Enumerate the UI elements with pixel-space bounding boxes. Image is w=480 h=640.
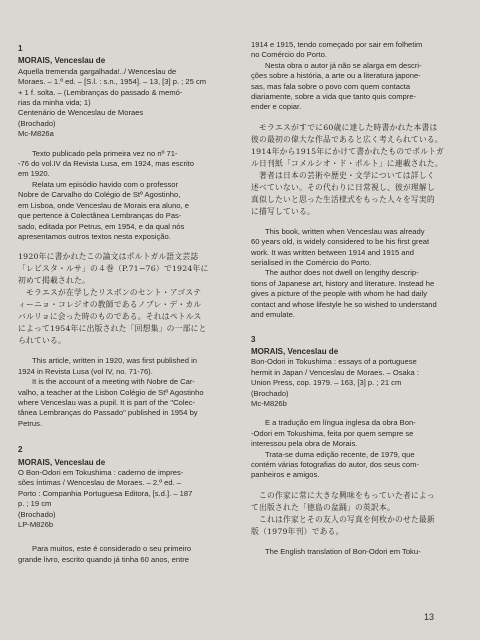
jp-line: 1920年に書かれたこの論文はポルトガル語文芸誌 bbox=[18, 252, 199, 262]
pt-line: -Odori em Tokushima, feita por quem sempre se bbox=[251, 428, 414, 438]
entry-2-portuguese-continued bbox=[251, 40, 465, 113]
en-line: gives a picture of the people with whom he had daily bbox=[251, 289, 428, 299]
en-line: This article, written in 1920, was first published in bbox=[32, 356, 198, 366]
entry-1-author: MORAIS, Venceslau de bbox=[18, 56, 106, 66]
pt-line: -76 do vol.IV da Revista Lusa, em 1924, mas escrito bbox=[18, 159, 195, 169]
pt-line: Texto publicado pela primeira vez no nº 71- bbox=[32, 148, 178, 158]
jp-line: 「レビスタ・ルサ」の４巻（P.71−76）で1924年に bbox=[18, 264, 209, 274]
entry-3-japanese-text bbox=[251, 490, 465, 538]
entry-3-biblio-line: Mc-M826b bbox=[251, 398, 287, 408]
en-line: tânea Lembranças do Passado" published in 1954 by bbox=[18, 408, 198, 418]
en-line: serialised in the Comércio do Porto. bbox=[251, 258, 372, 268]
jp-line: 初めて掲載された。 bbox=[18, 276, 90, 286]
pt-line: em Lisboa, onde Venceslau de Morais era aluno, e bbox=[18, 200, 189, 210]
pt-line: 1914 e 1915, tendo começado por sair em folhetim bbox=[251, 40, 423, 49]
entry-2-author: MORAIS, Venceslau de bbox=[18, 457, 106, 467]
jp-line: 著者は日本の芸術や歴史・文学については詳しく bbox=[251, 170, 435, 180]
pt-line: Nobre de Carvalho do Colégio de Stº Agostinho, bbox=[18, 190, 181, 200]
jp-line: によって1954年に出版された「回想集」の一部にと bbox=[18, 324, 207, 334]
entry-3-portuguese-text bbox=[251, 418, 465, 480]
entry-2-bibliographic-record bbox=[18, 468, 234, 530]
pt-line: sas, mas fala sobre o povo com quem contacta bbox=[251, 81, 411, 91]
pt-line: panheiros e amigos. bbox=[251, 470, 320, 480]
entry-3-author: MORAIS, Venceslau de bbox=[251, 346, 339, 356]
en-line: tions of Japanese art, history and literature. Instead he bbox=[251, 278, 435, 288]
jp-line: ィーニョ・コレジオの教師であるノブレ・デ・カル bbox=[18, 300, 202, 310]
pt-line: que pertence à Colectânea Lembranças do Pas- bbox=[18, 211, 182, 221]
pt-line: no Comércio do Porto. bbox=[251, 50, 327, 60]
entry-3-biblio-line: (Brochado) bbox=[251, 388, 289, 398]
entry-3-english-text bbox=[251, 547, 465, 557]
entry-1-portuguese-text bbox=[18, 149, 234, 243]
pt-line: Relata um episódio havido com o professor bbox=[32, 179, 179, 189]
right-column bbox=[251, 40, 465, 557]
pt-line: em 1920. bbox=[18, 169, 50, 179]
jp-line: 1914年から1915年にかけて書かれたものでポルトガ bbox=[251, 146, 444, 156]
jp-line: この作家に常に大きな興味をもっていた者によっ bbox=[251, 490, 435, 500]
entry-1-japanese-text bbox=[18, 251, 234, 347]
jp-line: 版（1979年刊）である。 bbox=[251, 526, 344, 536]
jp-line: モラエスが在学したリスボンのセント・アゴステ bbox=[18, 288, 202, 298]
entry-1-biblio-line: Aquella tremenda gargalhada!../ Wenceslau de bbox=[18, 66, 177, 76]
entry-1-biblio-line: (Brochado) bbox=[18, 118, 56, 128]
entry-1-number: 1 bbox=[18, 44, 23, 53]
en-line: Petrus. bbox=[18, 418, 43, 428]
jp-line: に描写している。 bbox=[251, 206, 315, 216]
entry-1-biblio-line: Mc-M826a bbox=[18, 129, 54, 139]
en-line: valho, a teacher at the Lisbon Colégio de Stº Agostinho bbox=[18, 387, 204, 397]
entry-2-biblio-line: (Brochado) bbox=[18, 509, 56, 519]
entry-2-biblio-line: LP-M826b bbox=[18, 520, 54, 529]
jp-line: バルリョに会った時のものである。それはペトルス bbox=[18, 312, 202, 322]
entry-3-biblio-line: Union Press, cop. 1979. – 163, [3] p. ; 21 cm bbox=[251, 378, 402, 388]
entry-2-portuguese-text bbox=[18, 544, 234, 565]
pt-line: Trata-se duma edição recente, de 1979, que bbox=[265, 449, 415, 459]
entry-2-number: 2 bbox=[18, 445, 23, 455]
entry-2-biblio-line: Porto : Companhia Portuguesa Editora, [s.d.]. – 187 bbox=[18, 488, 193, 498]
pt-line: Nesta obra o autor já não se alarga em descri- bbox=[265, 60, 422, 70]
entry-2-japanese-text bbox=[251, 122, 465, 218]
jp-line: これは作家とその友人の写真を何枚かのせた最新 bbox=[251, 514, 435, 524]
pt-line: sado, editada por Petrus, em 1954, e da qual nós bbox=[18, 221, 185, 231]
pt-line: ender e copiar. bbox=[251, 102, 302, 112]
entry-1-biblio-line: rias da minha vida; 1) bbox=[18, 98, 91, 108]
en-line: where Venceslau was a pupil. It is part of the "Colec- bbox=[18, 397, 196, 407]
en-line: It is the account of a meeting with Nobre de Car- bbox=[32, 377, 195, 387]
entry-2-english-text bbox=[251, 227, 465, 321]
en-line: The author does not dwell on lengthy descrip- bbox=[265, 268, 419, 278]
entry-3-bibliographic-record bbox=[251, 357, 465, 409]
entry-1-bibliographic-record bbox=[18, 67, 234, 140]
jp-line: られている。 bbox=[18, 336, 66, 346]
entry-1-english-text bbox=[18, 356, 234, 429]
pt-line: ções sobre a história, a arte ou a literatura japone- bbox=[251, 71, 421, 81]
page-number: 13 bbox=[424, 612, 435, 622]
pt-line: contém várias fotografias do autor, dos seus com- bbox=[251, 459, 419, 469]
entry-3-biblio-line: Bon-Odori in Tokushima : essays of a portuguese bbox=[251, 357, 417, 367]
left-column bbox=[18, 44, 234, 565]
entry-2-biblio-line: p. ; 19 cm bbox=[18, 499, 52, 509]
pt-line: apresentamos outros textos nesta exposição. bbox=[18, 231, 171, 241]
entry-3-biblio-line: hermit in Japan / Venceslau de Moraes. – Osaka : bbox=[251, 367, 419, 377]
en-line: The English translation of Bon-Odori em Toku- bbox=[265, 546, 421, 556]
pt-line: Para muitos, este é considerado o seu primeiro bbox=[32, 544, 192, 554]
entry-2-biblio-line: O Bon-Odori em Tokushima : caderno de impres- bbox=[18, 467, 184, 477]
pt-line: E a tradução em língua inglesa da obra Bon- bbox=[265, 418, 416, 428]
entry-3-number: 3 bbox=[251, 334, 256, 344]
jp-line: ル日刊紙「コメルシオ・ド・ポルト」に連載された。 bbox=[251, 158, 443, 168]
en-line: and emulate. bbox=[251, 310, 295, 320]
jp-line: 述べていない。その代わりに日常視し、彼が理解し bbox=[251, 182, 435, 192]
entry-1-biblio-line: + 1 f. solta. – (Lembranças do passado & memó- bbox=[18, 87, 183, 97]
pt-line: interessou pela obra de Morais. bbox=[251, 439, 358, 449]
jp-line: て出版された「徳島の盆踊」の英訳本。 bbox=[251, 502, 395, 512]
entry-2-biblio-line: sões íntimas / Wenceslau de Moraes. – 2.º ed. – bbox=[18, 478, 182, 488]
en-line: 1924 in Revista Lusa (vol IV, no. 71-76). bbox=[18, 366, 153, 376]
en-line: contact and whose lifestyle he so wished to understand bbox=[251, 299, 437, 309]
entry-1-biblio-line: Moraes. – 1.º ed. – [S.l. : s.n., 1954]. – 13, [3] p. ; 25 cm bbox=[18, 77, 207, 87]
pt-line: grande livro, escrito quando já tinha 60 anos, entre bbox=[18, 554, 189, 564]
jp-line: 彼の最初の偉大な作品であると広く考えられている。 bbox=[251, 134, 443, 144]
entry-1-biblio-line: Centenário de Wenceslau de Moraes bbox=[18, 108, 144, 118]
jp-line: モラエスがすでに60歳に達した時書かれた本書は bbox=[251, 122, 438, 132]
jp-line: 真似したいと思った生活様式をもった人々を写実的 bbox=[251, 194, 435, 204]
pt-line: diariamente, sobre a vida que tanto quis compre- bbox=[251, 92, 417, 102]
en-line: This book, written when Venceslau was already bbox=[265, 226, 425, 236]
en-line: 60 years old, is widely considered to be his first great bbox=[251, 237, 430, 247]
en-line: work. It was written between 1914 and 1915 and bbox=[251, 247, 414, 257]
